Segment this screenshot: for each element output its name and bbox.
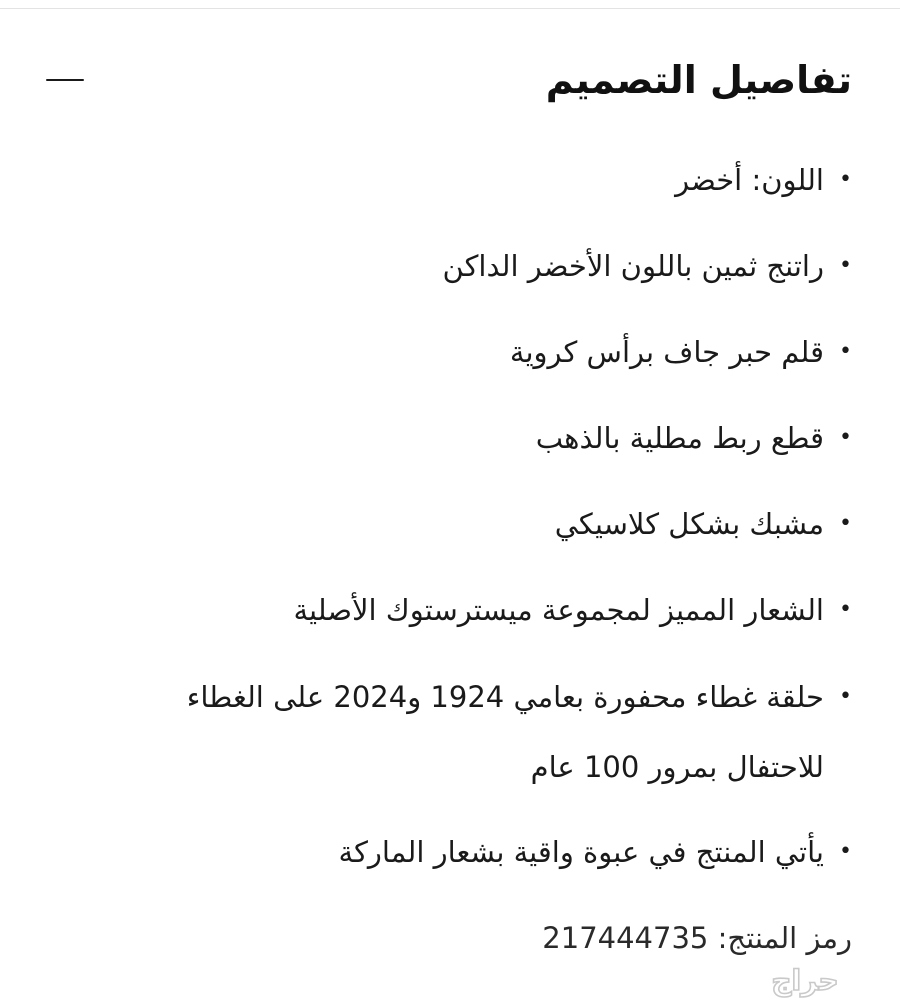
list-item <box>132 494 852 554</box>
haraj-watermark-logo <box>720 962 890 1000</box>
list-item <box>132 580 852 640</box>
product-code-value: 217444735 <box>542 921 709 955</box>
list-item-text: راتنج ثمين باللون الأخضر الداكن <box>442 249 824 283</box>
section-header[interactable] <box>40 52 852 112</box>
list-item-text: مشبك بشكل كلاسيكي <box>554 507 824 541</box>
collapse-button[interactable] <box>40 60 88 100</box>
list-item <box>132 236 852 296</box>
list-item <box>132 322 852 382</box>
bullet-icon: • <box>839 597 852 622</box>
bullet-icon: • <box>839 339 852 364</box>
bullet-icon: • <box>839 839 852 864</box>
list-item-text: الشعار المميز لمجموعة ميسترستوك الأصلية <box>293 593 824 627</box>
bullet-icon: • <box>839 425 852 450</box>
bullet-icon: • <box>839 253 852 278</box>
list-item-text: حلقة غطاء محفورة بعامي 1924 و2024 على الغطاء للاحتفال بمرور 100 عام <box>186 680 824 784</box>
bullet-icon: • <box>839 167 852 192</box>
product-code-label: رمز المنتج: <box>717 921 852 955</box>
list-item <box>132 150 852 210</box>
feature-list <box>132 150 852 908</box>
section-title: تفاصيل التصميم <box>545 58 852 102</box>
bullet-icon: • <box>839 511 852 536</box>
product-code <box>542 910 852 966</box>
list-item-text: اللون: أخضر <box>675 163 824 197</box>
list-item-text: يأتي المنتج في عبوة واقية بشعار الماركة <box>338 835 824 869</box>
list-item <box>132 408 852 468</box>
list-item <box>132 822 852 882</box>
list-item-text: قلم حبر جاف برأس كروية <box>509 335 824 369</box>
list-item <box>128 662 852 802</box>
list-item-text: قطع ربط مطلية بالذهب <box>535 421 824 455</box>
minus-icon <box>46 79 84 81</box>
watermark-text: حراج <box>771 964 839 997</box>
bullet-icon: • <box>839 684 852 709</box>
